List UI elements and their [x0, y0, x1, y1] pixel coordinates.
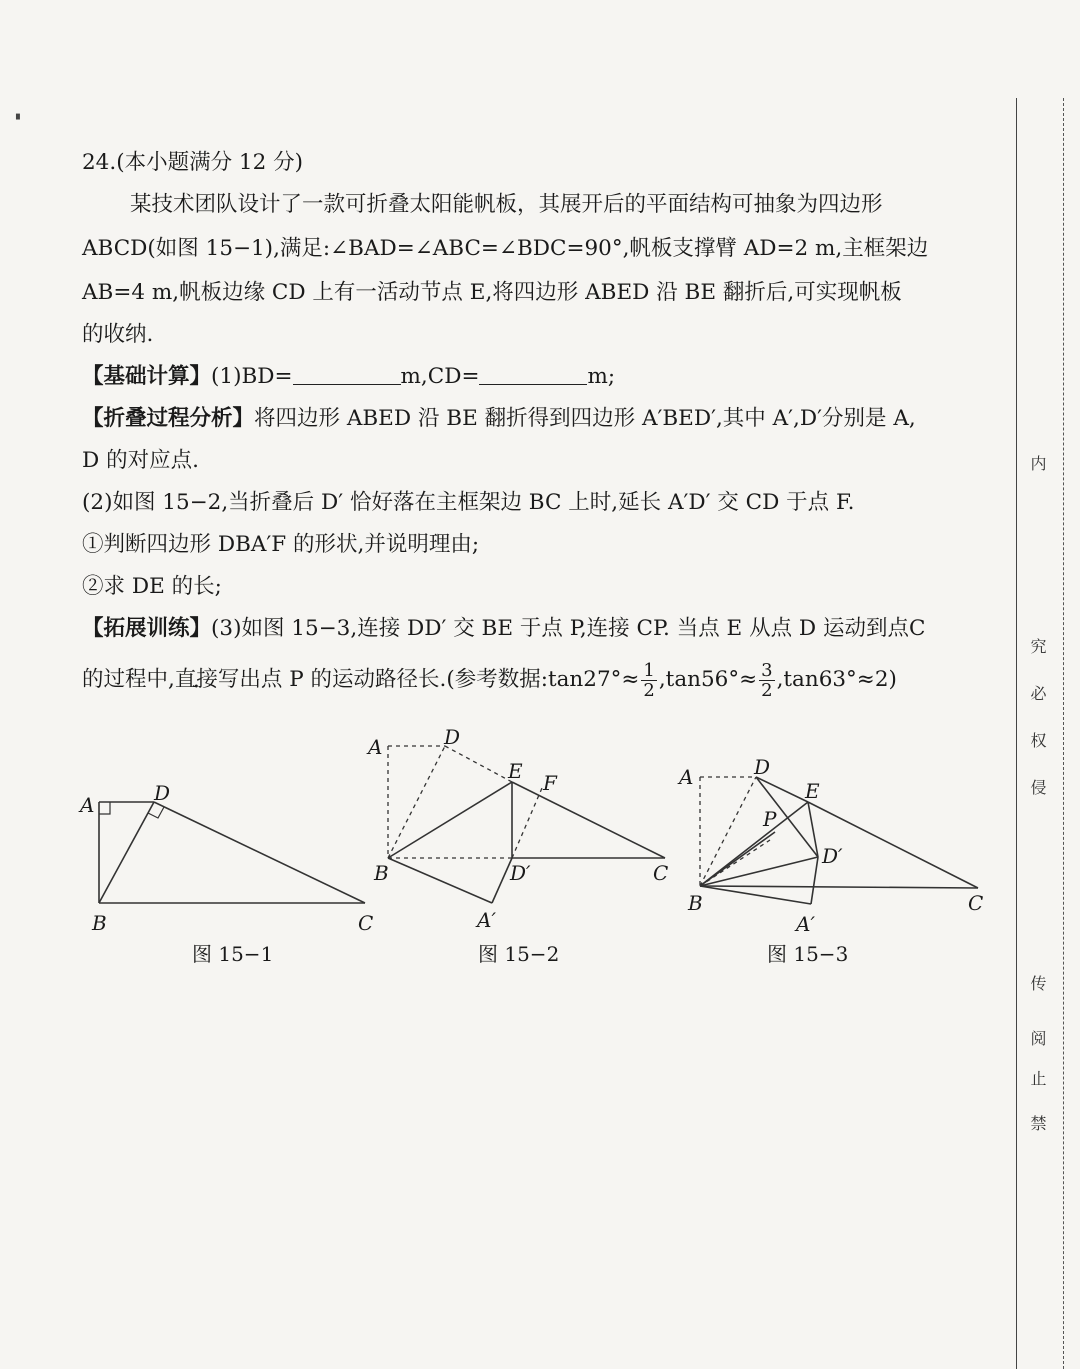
fig3-edge-apdp: [811, 857, 818, 904]
part2-sub1: ①判断四边形 DBA′F 的形状,并说明理由;: [82, 532, 480, 557]
analysis-text-1: 将四边形 ABED 沿 BE 翻折得到四边形 A′BED′,其中 A′,D′分别是 A,: [254, 406, 916, 431]
part3-line-1: [82, 614, 925, 644]
fig3-label-dp: D′: [822, 844, 843, 868]
part3-text-2b: 写出点 P 的运动路径长.(参考数据:tan27°≈: [217, 667, 640, 692]
fig2-caption: 图 15−2: [478, 942, 560, 966]
margin-line-dashed: [1063, 98, 1064, 1369]
fig1-label-b: B: [92, 911, 107, 935]
fig1-label-d: D: [154, 781, 171, 805]
fig1-edge-bd: [99, 802, 154, 903]
fig2-label-c: C: [653, 861, 669, 885]
intro-line-1: 某技术团队设计了一款可折叠太阳能帆板，其展开后的平面结构可抽象为四边形: [130, 192, 883, 217]
part3-text-1: (3)如图 15−3,连接 DD′ 交 BE 于点 P,连接 CP. 当点 E 从点 D 运动到点C: [211, 616, 926, 641]
fig3-dash-bd: [700, 777, 756, 886]
analysis-line-2: D 的对应点.: [82, 448, 199, 473]
margin-char-2: 必: [1028, 685, 1047, 701]
intro-line-2: ABCD(如图 15−1),满足:∠BAD=∠ABC=∠BDC=90°,帆板支撑臂 AD=2 m,主框架边: [82, 236, 929, 261]
fraction-three-halves: $\frac{3}{2}$: [761, 659, 773, 701]
fig1-right-angle-a: [99, 802, 110, 814]
margin-char-7: 止: [1028, 1070, 1047, 1086]
fig3-edge-de: [756, 777, 808, 802]
part3-line-2: [82, 660, 897, 700]
fig2-label-ap: A′: [477, 908, 496, 932]
figure-15-3: [700, 777, 978, 904]
margin-char-5: 传: [1028, 975, 1047, 991]
fig2-label-d: D: [444, 725, 461, 749]
fig2-dash-dpf: [512, 788, 542, 858]
part1-suffix: m;: [587, 364, 616, 389]
fig2-label-a: A: [368, 735, 383, 759]
fraction-half: $\frac{1}{2}$: [643, 659, 655, 701]
fig2-label-e: E: [508, 759, 523, 783]
fig2-edge-apdp: [492, 858, 512, 903]
part3-mid-1: ,tan56°≈: [658, 667, 758, 692]
part1-prefix: (1)BD=: [211, 364, 293, 389]
analysis-line-1: [82, 404, 916, 434]
part3-mid-2: ,tan63°≈2): [776, 667, 897, 692]
margin-char-inner: 内: [1028, 455, 1047, 471]
fig3-label-d: D: [754, 755, 771, 779]
fig2-label-dp: D′: [510, 861, 531, 885]
fig3-label-b: B: [688, 891, 703, 915]
fig2-label-b: B: [374, 861, 389, 885]
margin-char-1: 究: [1028, 638, 1047, 654]
fig3-caption: 图 15−3: [767, 942, 849, 966]
part2-sub2: ②求 DE 的长;: [82, 574, 222, 599]
fig3-label-c: C: [968, 891, 984, 915]
bd-answer-blank[interactable]: [293, 364, 401, 385]
fig3-label-a: A: [679, 765, 694, 789]
fig3-label-e: E: [805, 779, 820, 803]
fig1-label-a: A: [80, 793, 95, 817]
margin-char-8: 禁: [1028, 1115, 1047, 1131]
fig3-label-p: P: [763, 807, 777, 831]
intro-line-3: AB=4 m,帆板边缘 CD 上有一活动节点 E,将四边形 ABED 沿 BE 翻折后,可实现帆板: [82, 280, 902, 305]
fig3-edge-edp: [808, 802, 818, 857]
fig2-edge-bap: [388, 858, 492, 903]
part2-line: (2)如图 15−2,当折叠后 D′ 恰好落在主框架边 BC 上时,延长 A′D′ 交 CD 于点 F.: [82, 490, 855, 515]
fig1-edge-dc: [154, 802, 365, 903]
fig2-edge-ec: [512, 782, 665, 858]
margin-char-6: 阅: [1028, 1030, 1047, 1046]
fig2-label-f: F: [543, 771, 557, 795]
fig2-edge-be: [388, 782, 512, 858]
fig3-label-ap: A′: [796, 912, 815, 936]
fig2-dash-de: [445, 746, 512, 782]
corner-mark: ▘: [16, 115, 24, 126]
figures: [70, 720, 1000, 980]
part1-tag: 【基础计算】: [82, 364, 212, 389]
analysis-tag: 【折叠过程分析】: [82, 406, 255, 431]
fig1-caption: 图 15−1: [192, 942, 274, 966]
fig3-edge-bc: [700, 886, 978, 888]
figure-15-1: [99, 802, 365, 903]
margin-line-solid: [1016, 98, 1017, 1369]
fig3-edge-bp: [700, 832, 775, 886]
part3-tag: 【拓展训练】: [82, 616, 212, 641]
margin-char-3: 权: [1028, 732, 1047, 748]
cd-answer-blank[interactable]: [479, 364, 587, 385]
question-header: 24.(本小题满分 12 分): [82, 150, 303, 175]
intro-line-4: 的收纳.: [82, 322, 154, 347]
fig1-label-c: C: [358, 911, 374, 935]
emphasis-direct: 直接: [174, 667, 218, 692]
fig3-edge-bap: [700, 886, 811, 904]
part1-mid: m,CD=: [400, 364, 480, 389]
part3-text-2a: 的过程中,: [82, 667, 175, 692]
part1-line: [82, 362, 615, 392]
margin-char-4: 侵: [1028, 779, 1047, 795]
